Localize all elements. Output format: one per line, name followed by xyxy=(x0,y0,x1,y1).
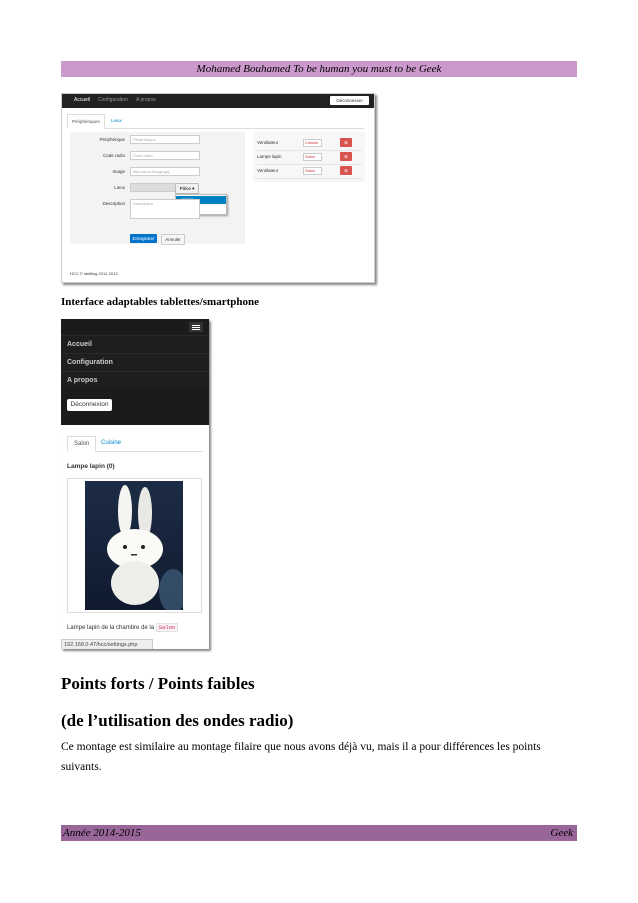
peripherique-label: Périphérique xyxy=(99,137,125,142)
device-name: Lampe lapin xyxy=(257,154,282,159)
body-paragraph: Ce montage est similaire au montage filaire que nous avons déjà vu, mais il a pour différences les points suivants. xyxy=(61,741,541,773)
code-input[interactable]: Code radio xyxy=(130,151,200,160)
logout-button[interactable]: Déconnexion xyxy=(330,96,369,105)
mobile-navbar xyxy=(61,319,209,425)
figure-caption: Interface adaptables tablettes/smartphone xyxy=(61,296,259,308)
tabs xyxy=(67,114,364,129)
tab-peripheriques[interactable]: Périphériques xyxy=(67,114,105,129)
tab-salon[interactable]: Salon xyxy=(67,436,96,452)
desktop-screenshot xyxy=(61,93,375,283)
logout-button[interactable]: Déconnexion xyxy=(67,399,112,411)
caption-text: Lampe lapin de la chambre de la xyxy=(67,625,155,631)
device-title: Lampe lapin (0) xyxy=(67,463,115,470)
image-input[interactable]: http://mon-image.jpg xyxy=(130,167,200,176)
table-row xyxy=(257,151,362,165)
nav-configuration[interactable]: Configuration xyxy=(61,353,209,371)
description-label: Description xyxy=(102,201,125,206)
nav-accueil[interactable]: Accueil xyxy=(61,335,209,353)
status-url: 192.168.0.47/hcc/settings.php xyxy=(61,639,153,649)
delete-button[interactable]: ⊗ xyxy=(340,166,352,175)
tab-cuisine[interactable]: Cuisine xyxy=(101,440,122,446)
footer-year: Année 2014-2015 xyxy=(63,827,141,839)
device-room: Salon xyxy=(303,167,322,175)
page-header xyxy=(61,61,577,77)
table-row xyxy=(257,165,362,179)
bunny-lamp-icon xyxy=(85,481,183,610)
tab-lieux[interactable]: Lieux xyxy=(111,118,122,123)
delete-button[interactable]: ⊗ xyxy=(340,152,352,161)
room-code: Salon xyxy=(156,623,179,632)
lieux-label: Lieux xyxy=(114,185,125,190)
device-room: Cuisine xyxy=(303,139,322,147)
peripherique-input[interactable]: Périphérique xyxy=(130,135,200,144)
navbar xyxy=(62,94,374,108)
footer-right: Geek xyxy=(550,827,573,839)
menu-icon[interactable] xyxy=(189,322,203,332)
code-label: Code radio xyxy=(102,153,125,158)
cancel-button[interactable]: Annuler xyxy=(161,234,185,245)
app-footer: HCC © IdeBlog 2012-2013 xyxy=(70,271,118,276)
device-caption xyxy=(67,624,178,631)
device-name: Ventilateur xyxy=(257,140,279,145)
mobile-screenshot xyxy=(61,319,209,649)
device-name: Ventilateur xyxy=(257,168,279,173)
delete-button[interactable]: ⊗ xyxy=(340,138,352,147)
nav-apropos[interactable]: A propos xyxy=(136,97,156,103)
page-footer xyxy=(61,825,577,841)
section-subheading: (de l’utilisation des ondes radio) xyxy=(61,711,294,730)
bunny-lamp-photo xyxy=(85,481,183,610)
lieux-select[interactable]: Pièce ▾ xyxy=(175,183,199,194)
nav-accueil[interactable]: Accueil xyxy=(74,97,91,103)
nav-configuration[interactable]: Configuration xyxy=(98,97,128,103)
lieux-input xyxy=(130,183,176,192)
table-row xyxy=(257,137,362,151)
device-room: Salon xyxy=(303,153,322,161)
nav-apropos[interactable]: A propos xyxy=(61,371,209,389)
tabs xyxy=(67,436,203,452)
save-button[interactable]: Enregistrer xyxy=(130,234,157,243)
image-label: Image xyxy=(112,169,125,174)
device-image-frame xyxy=(67,478,202,613)
description-input[interactable]: Description xyxy=(130,199,200,219)
section-heading: Points forts / Points faibles xyxy=(61,674,255,693)
header-text: Mohamed Bouhamed To be human you must to be Geek xyxy=(196,63,442,75)
